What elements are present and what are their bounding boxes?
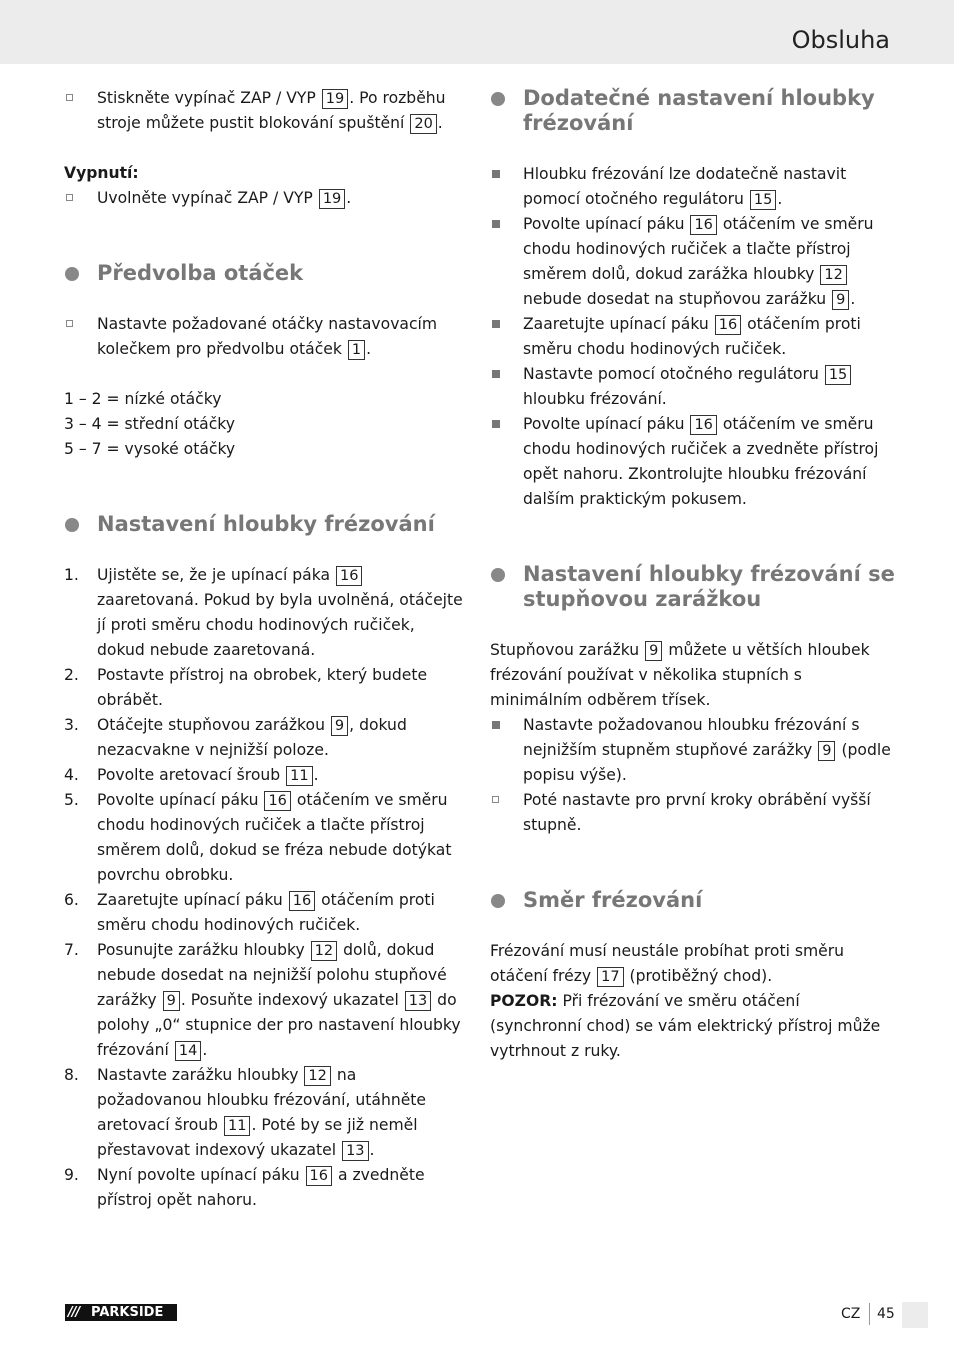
list-item: Povolte upínací páku 16 otáčením ve směru chodu hodinových ručiček a zvedněte přístroj opět nahoru. Zkontrolujte hloubku frézování dalším praktickým pokusem. bbox=[490, 412, 895, 512]
step-item: 5. Povolte upínací páku 16 otáčením ve směru chodu hodinových ručiček a tlačte přístroj směrem dolů, dokud se fréza nebude dotýkat povrchu obrobku. bbox=[64, 791, 452, 884]
page-number: 45 bbox=[877, 1306, 895, 1322]
filled-square-bullet-icon bbox=[492, 370, 500, 378]
footer-tab bbox=[902, 1302, 928, 1328]
list-item: Uvolněte vypínač ZAP / VYP 19 . bbox=[64, 186, 464, 211]
section-title: Obsluha bbox=[791, 26, 890, 54]
left-column bbox=[64, 86, 464, 1213]
list-item: Nastavte pomocí otočného regulátoru 15 hloubku frézování. bbox=[490, 362, 895, 412]
language-code: CZ bbox=[841, 1306, 861, 1322]
part-reference: 11 bbox=[224, 1116, 250, 1136]
part-reference: 19 bbox=[322, 89, 348, 109]
page-header bbox=[0, 0, 954, 64]
paragraph: Frézování musí neustále probíhat proti směru otáčení frézy 17 (protiběžný chod). bbox=[490, 942, 845, 985]
part-reference: 16 bbox=[306, 1166, 332, 1186]
heading-hloubka: Nastavení hloubky frézování bbox=[64, 512, 464, 537]
step-item: 2. Postavte přístroj na obrobek, který budete obrábět. bbox=[64, 666, 428, 709]
list-item: Poté nastavte pro první kroky obrábění vyšší stupně. bbox=[490, 788, 895, 838]
part-reference: 16 bbox=[264, 791, 290, 811]
filled-square-bullet-icon bbox=[492, 320, 500, 328]
part-reference: 16 bbox=[715, 315, 741, 335]
part-reference: 14 bbox=[175, 1041, 201, 1061]
heading-predvolba: Předvolba otáček bbox=[64, 261, 464, 286]
part-reference: 9 bbox=[832, 290, 849, 310]
part-reference: 15 bbox=[825, 365, 851, 385]
list-item: Hloubku frézování lze dodatečně nastavit pomocí otočného regulátoru 15 . bbox=[490, 162, 895, 212]
heading-dot-icon bbox=[65, 267, 79, 281]
part-reference: 9 bbox=[331, 716, 348, 736]
speed-mid: 3 – 4 = střední otáčky bbox=[64, 415, 235, 433]
step-item: 3. Otáčejte stupňovou zarážkou 9 , dokud nezacvakne v nejnižší poloze. bbox=[64, 716, 407, 759]
step-item: 1. Ujistěte se, že je upínací páka 16 zaaretovaná. Pokud by byla uvolněná, otáčejte jí proti směru chodu hodinových ručiček, dokud nebude zaaretovaná. bbox=[64, 566, 463, 659]
part-reference: 13 bbox=[405, 991, 431, 1011]
heading-dodatecne: Dodatečné nastavení hloubky frézování bbox=[490, 86, 895, 136]
part-reference: 9 bbox=[818, 741, 835, 761]
paragraph: Stupňovou zarážku 9 můžete u větších hloubek frézování používat v několika stupních s minimálním odběrem třísek. bbox=[490, 641, 870, 709]
brand-logo: /// PARKSIDE bbox=[65, 1304, 177, 1321]
list-item: Nastavte požadované otáčky nastavovacím kolečkem pro předvolbu otáček 1 . bbox=[64, 312, 464, 362]
part-reference: 12 bbox=[311, 941, 337, 961]
hollow-square-bullet-icon bbox=[66, 320, 73, 327]
speed-low: 1 – 2 = nízké otáčky bbox=[64, 390, 222, 408]
heading-dot-icon bbox=[491, 92, 505, 106]
part-reference: 1 bbox=[348, 340, 365, 360]
part-reference: 19 bbox=[319, 189, 345, 209]
heading-stupnova: Nastavení hloubky frézování se stupňovou zarážkou bbox=[490, 562, 895, 612]
warning-label: POZOR: bbox=[490, 992, 558, 1010]
part-reference: 16 bbox=[289, 891, 315, 911]
heading-dot-icon bbox=[65, 518, 79, 532]
warning-paragraph: POZOR: Při frézování ve směru otáčení (synchronní chod) se vám elektrický přístroj může vytrhnout z ruky. bbox=[490, 992, 881, 1060]
step-item: 7. Posunujte zarážku hloubky 12 dolů, dokud nebude dosedat na nejnižší polohu stupňové zarážky 9 . Posuňte indexový ukazatel 13 do polohy „0“ stupnice der pro nastavení hloubky frézování 14 . bbox=[64, 941, 461, 1059]
filled-square-bullet-icon bbox=[492, 420, 500, 428]
vypnuti-label: Vypnutí: bbox=[64, 164, 139, 182]
part-reference: 11 bbox=[286, 766, 312, 786]
part-reference: 12 bbox=[820, 265, 846, 285]
step-item: 9. Nyní povolte upínací páku 16 a zvedněte přístroj opět nahoru. bbox=[64, 1166, 425, 1209]
list-item: Stiskněte vypínač ZAP / VYP 19 . Po rozběhu stroje můžete pustit blokování spuštění 20 . bbox=[64, 86, 464, 136]
part-reference: 16 bbox=[690, 415, 716, 435]
list-item: Nastavte požadovanou hloubku frézování s nejnižším stupněm stupňové zarážky 9 (podle popisu výše). bbox=[490, 713, 895, 788]
heading-smer: Směr frézování bbox=[490, 888, 895, 913]
part-reference: 17 bbox=[597, 967, 623, 987]
step-item: 4. Povolte aretovací šroub 11 . bbox=[64, 766, 319, 784]
filled-square-bullet-icon bbox=[492, 721, 500, 729]
part-reference: 16 bbox=[336, 566, 362, 586]
right-column bbox=[490, 86, 895, 1064]
footer-divider bbox=[869, 1303, 870, 1325]
hollow-square-bullet-icon bbox=[66, 194, 73, 201]
part-reference: 20 bbox=[410, 114, 436, 134]
part-reference: 12 bbox=[304, 1066, 330, 1086]
filled-square-bullet-icon bbox=[492, 170, 500, 178]
heading-dot-icon bbox=[491, 568, 505, 582]
step-item: 6. Zaaretujte upínací páku 16 otáčením proti směru chodu hodinových ručiček. bbox=[64, 891, 435, 934]
step-item: 8. Nastavte zarážku hloubky 12 na požadovanou hloubku frézování, utáhněte aretovací šroub 11 . Poté by se již neměl přestavovat indexový ukazatel 13 . bbox=[64, 1066, 427, 1159]
hollow-square-bullet-icon bbox=[66, 94, 73, 101]
hollow-square-bullet-icon bbox=[492, 796, 499, 803]
part-reference: 13 bbox=[342, 1141, 368, 1161]
list-item: Povolte upínací páku 16 otáčením ve směru chodu hodinových ručiček a tlačte přístroj směrem dolů, dokud zarážka hloubky 12 nebude dosedat na stupňovou zarážku 9 . bbox=[490, 212, 895, 312]
speed-high: 5 – 7 = vysoké otáčky bbox=[64, 440, 236, 458]
part-reference: 9 bbox=[645, 641, 662, 661]
part-reference: 15 bbox=[750, 190, 776, 210]
list-item: Zaaretujte upínací páku 16 otáčením proti směru chodu hodinových ručiček. bbox=[490, 312, 895, 362]
part-reference: 16 bbox=[690, 215, 716, 235]
filled-square-bullet-icon bbox=[492, 220, 500, 228]
part-reference: 9 bbox=[163, 991, 180, 1011]
heading-dot-icon bbox=[491, 894, 505, 908]
